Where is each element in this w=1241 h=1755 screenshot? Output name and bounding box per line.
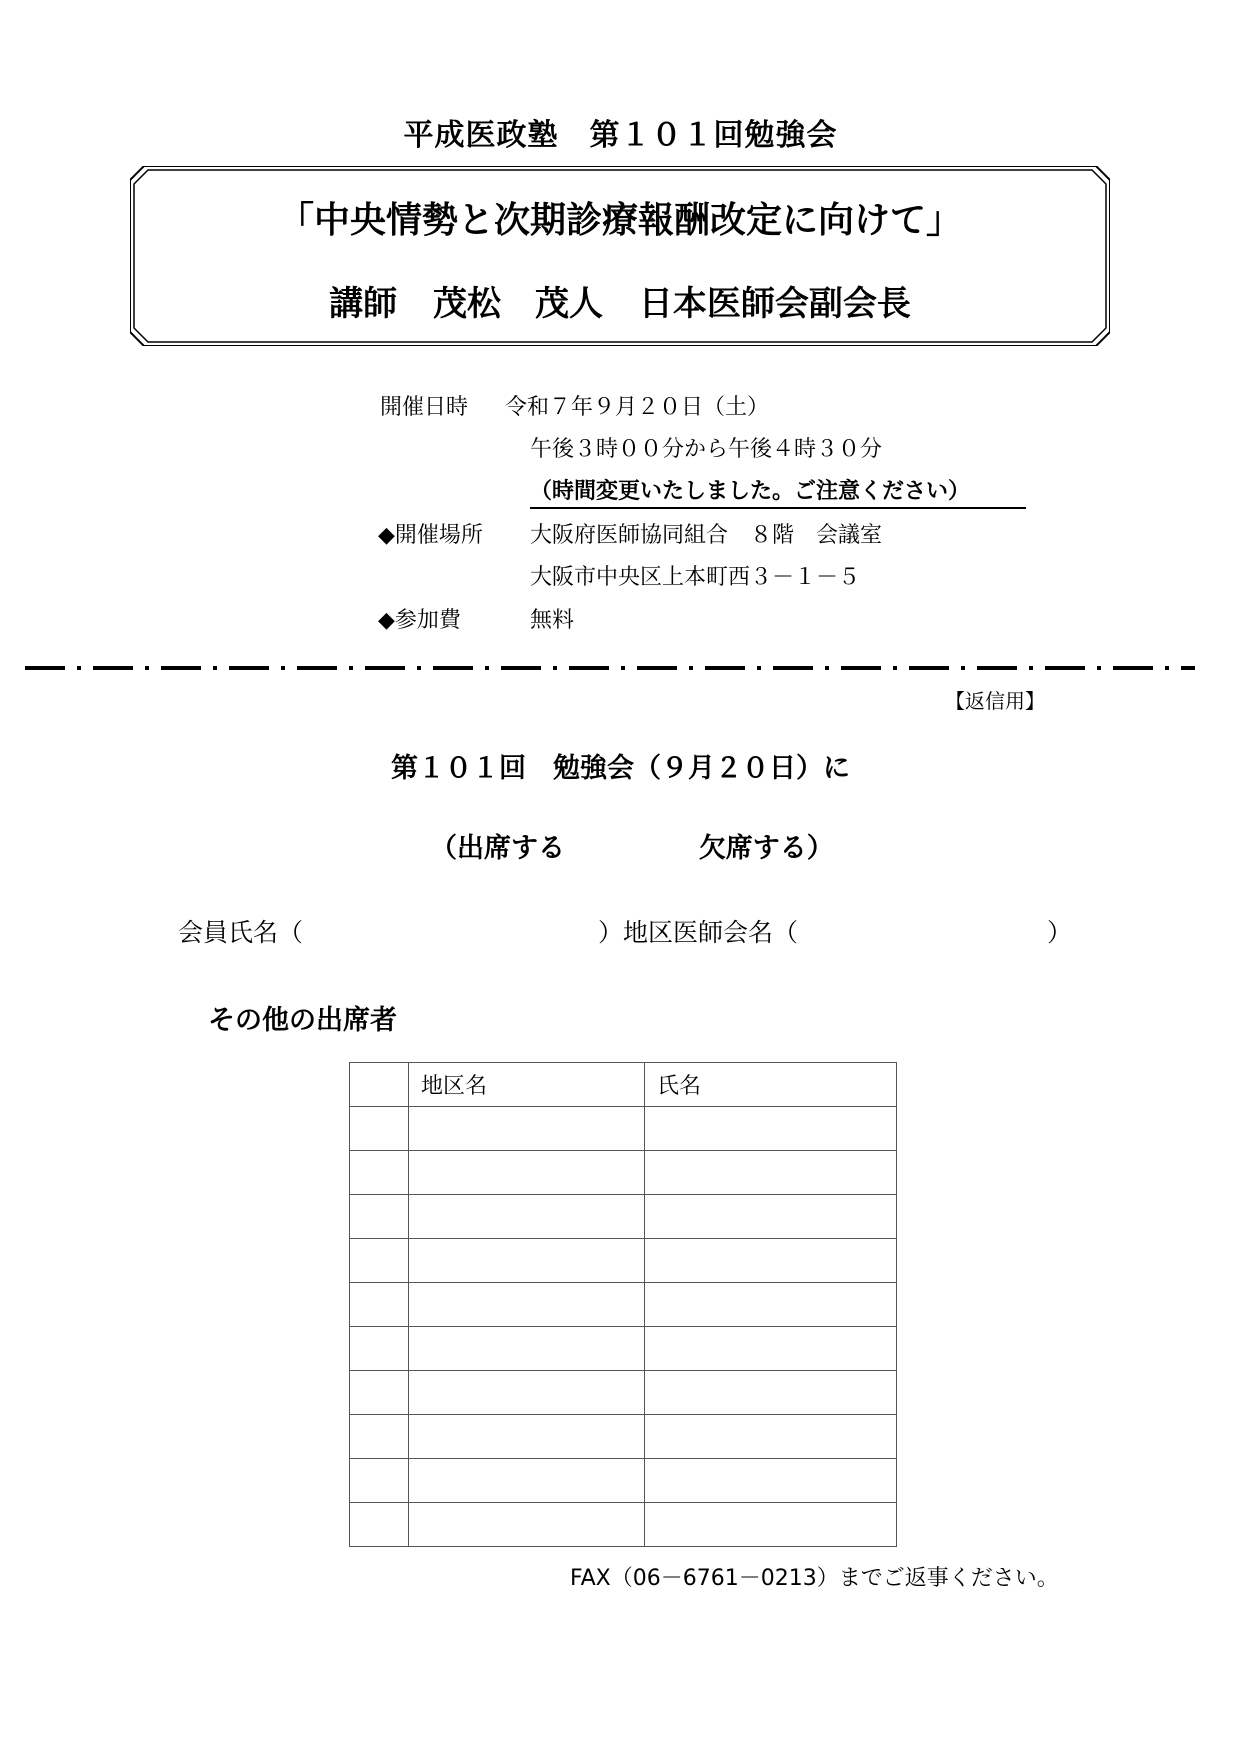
district-label: ）地区医師会名（ xyxy=(598,918,799,947)
lecturer-name: 茂松 茂人 xyxy=(433,284,603,324)
table-row xyxy=(350,1415,897,1459)
table-cell[interactable] xyxy=(409,1327,645,1371)
series-title: 平成医政塾 第１０１回勉強会 xyxy=(403,118,838,153)
table-cell[interactable] xyxy=(645,1195,897,1239)
table-row xyxy=(350,1195,897,1239)
date-label: 開催日時 xyxy=(380,395,469,420)
venue-label: ◆開催場所 xyxy=(378,523,483,548)
member-name-field[interactable] xyxy=(310,908,600,944)
lecturer-role-label: 講師 xyxy=(329,284,398,324)
venue-address: 大阪市中央区上本町西３－１－５ xyxy=(530,565,861,590)
fax-note: FAX（06－6761－0213）までご返事ください。 xyxy=(570,1566,1059,1591)
table-cell[interactable] xyxy=(350,1107,409,1151)
closing-paren: ） xyxy=(1047,918,1073,947)
attend-option[interactable]: （出席する xyxy=(430,833,565,864)
table-row xyxy=(350,1151,897,1195)
table-cell[interactable] xyxy=(350,1415,409,1459)
member-name-label: 会員氏名（ xyxy=(178,918,304,947)
table-cell[interactable] xyxy=(645,1415,897,1459)
table-row xyxy=(350,1239,897,1283)
attendees-table xyxy=(349,1062,897,1547)
table-row xyxy=(350,1107,897,1151)
table-cell[interactable] xyxy=(350,1327,409,1371)
title-box xyxy=(130,166,1110,346)
reply-label: 【返信用】 xyxy=(945,689,1045,713)
date-value: 令和７年９月２０日（土） xyxy=(505,395,770,420)
table-cell[interactable] xyxy=(409,1195,645,1239)
table-cell[interactable] xyxy=(350,1151,409,1195)
table-cell[interactable] xyxy=(409,1283,645,1327)
lecture-title: 「中央情勢と次期診療報酬改定に向けて」 xyxy=(277,200,962,241)
time-value: 午後３時００分から午後４時３０分 xyxy=(530,437,883,462)
table-header-cell xyxy=(350,1063,409,1107)
absent-option[interactable]: 欠席する） xyxy=(698,833,834,864)
table-cell[interactable] xyxy=(645,1107,897,1151)
time-notice xyxy=(530,474,1026,509)
fee-value: 無料 xyxy=(530,608,575,633)
table-cell[interactable] xyxy=(350,1239,409,1283)
attend-title: 第１０１回 勉強会（９月２０日）に xyxy=(391,753,850,784)
others-title: その他の出席者 xyxy=(208,1005,397,1036)
table-cell[interactable] xyxy=(409,1459,645,1503)
lecturer-line xyxy=(130,276,1110,325)
table-row xyxy=(350,1371,897,1415)
table-cell[interactable] xyxy=(409,1107,645,1151)
table-cell[interactable] xyxy=(645,1371,897,1415)
table-cell[interactable] xyxy=(350,1503,409,1547)
table-cell[interactable] xyxy=(409,1415,645,1459)
cut-line xyxy=(25,664,1195,672)
table-header-row xyxy=(350,1063,897,1107)
table-cell[interactable] xyxy=(350,1283,409,1327)
table-header-cell: 地区名 xyxy=(409,1063,645,1107)
lecturer-position: 日本医師会副会長 xyxy=(638,284,911,324)
table-cell[interactable] xyxy=(350,1371,409,1415)
table-header-cell: 氏名 xyxy=(645,1063,897,1107)
table-cell[interactable] xyxy=(409,1239,645,1283)
table-row xyxy=(350,1503,897,1547)
table-cell[interactable] xyxy=(645,1327,897,1371)
table-row xyxy=(350,1283,897,1327)
district-field[interactable] xyxy=(815,908,1045,944)
attend-options xyxy=(430,826,834,865)
venue-name: 大阪府医師協同組合 ８階 会議室 xyxy=(530,523,883,548)
table-row xyxy=(350,1327,897,1371)
table-cell[interactable] xyxy=(409,1503,645,1547)
time-notice-text: （時間変更いたしました。ご注意ください） xyxy=(530,474,1026,509)
table-cell[interactable] xyxy=(409,1371,645,1415)
table-cell[interactable] xyxy=(350,1459,409,1503)
table-cell[interactable] xyxy=(409,1151,645,1195)
table-row xyxy=(350,1459,897,1503)
fee-label: ◆参加費 xyxy=(378,608,461,633)
table-cell[interactable] xyxy=(645,1283,897,1327)
table-cell[interactable] xyxy=(350,1195,409,1239)
table-cell[interactable] xyxy=(645,1459,897,1503)
table-cell[interactable] xyxy=(645,1151,897,1195)
table-cell[interactable] xyxy=(645,1239,897,1283)
table-cell[interactable] xyxy=(645,1503,897,1547)
